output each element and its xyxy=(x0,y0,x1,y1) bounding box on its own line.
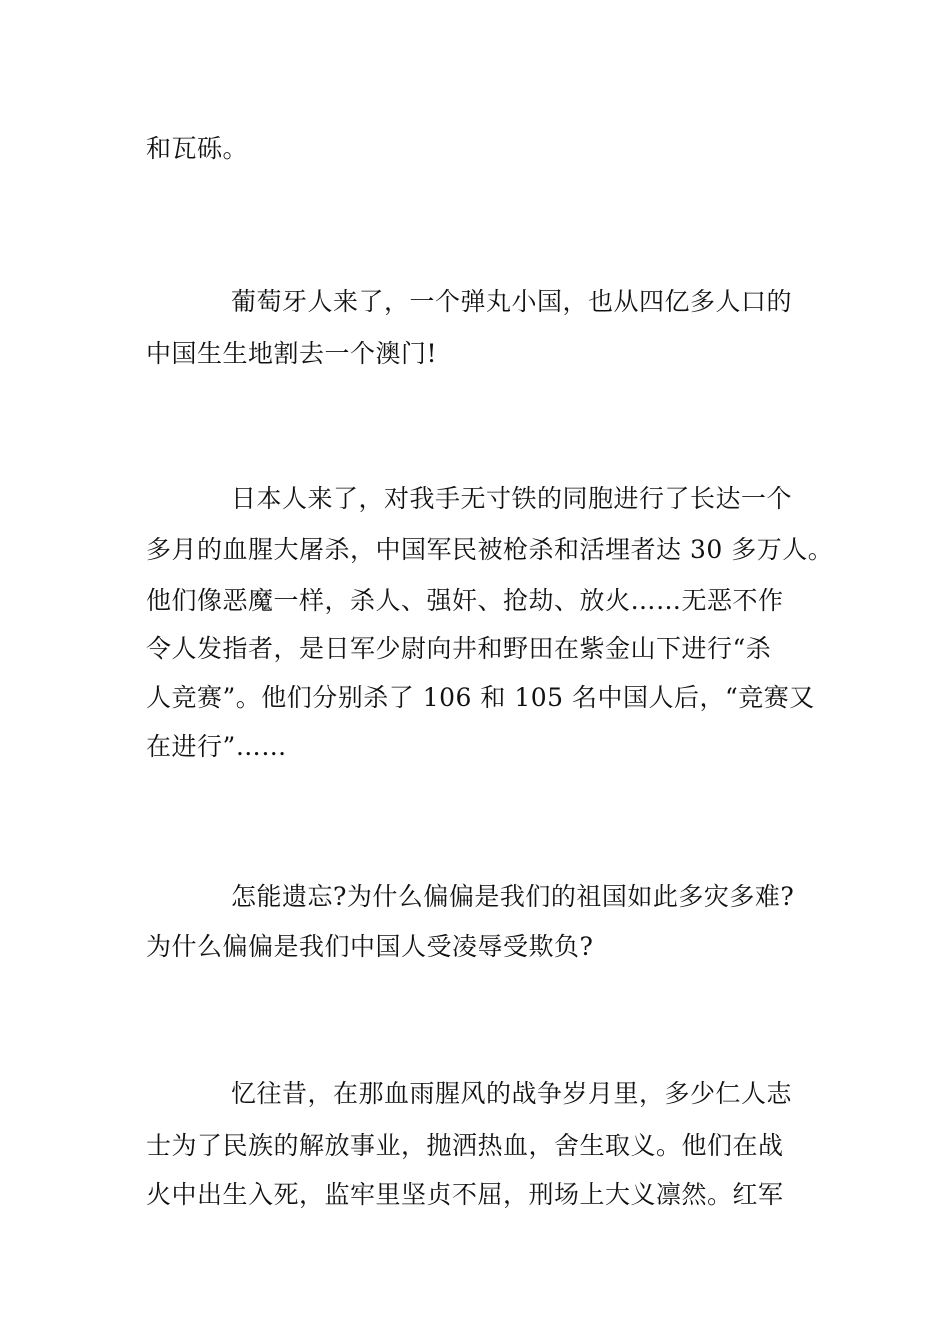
paragraph-1-line-1: 和瓦砾。 xyxy=(146,134,249,163)
paragraph-3-line-6: 在进行”…… xyxy=(146,732,287,761)
paragraph-3-line-4: 令人发指者，是日军少尉向井和野田在紫金山下进行“杀 xyxy=(146,634,772,663)
paragraph-5-line-3: 火中出生入死，监牢里坚贞不屈，刑场上大义凛然。红军 xyxy=(146,1180,784,1209)
paragraph-3-line-1: 日本人来了，对我手无寸铁的同胞进行了长达一个 xyxy=(231,484,793,513)
paragraph-2-line-2: 中国生生地割去一个澳门! xyxy=(146,339,438,368)
paragraph-3-line-5: 人竞赛”。他们分别杀了 106 和 105 名中国人后，“竞赛又 xyxy=(146,683,815,712)
paragraph-5-line-2: 士为了民族的解放事业，抛洒热血，舍生取义。他们在战 xyxy=(146,1131,784,1160)
paragraph-4-line-1: 怎能遗忘?为什么偏偏是我们的祖国如此多灾多难? xyxy=(231,882,795,911)
paragraph-3-line-2: 多月的血腥大屠杀，中国军民被枪杀和活埋者达 30 多万人。 xyxy=(146,535,834,564)
paragraph-4-line-2: 为什么偏偏是我们中国人受凌辱受欺负? xyxy=(146,932,594,961)
paragraph-5-line-1: 忆往昔，在那血雨腥风的战争岁月里，多少仁人志 xyxy=(231,1079,793,1108)
paragraph-3-line-3: 他们像恶魔一样，杀人、强奸、抢劫、放火……无恶不作 xyxy=(146,586,784,615)
paragraph-2-line-1: 葡萄牙人来了，一个弹丸小国，也从四亿多人口的 xyxy=(231,287,793,316)
